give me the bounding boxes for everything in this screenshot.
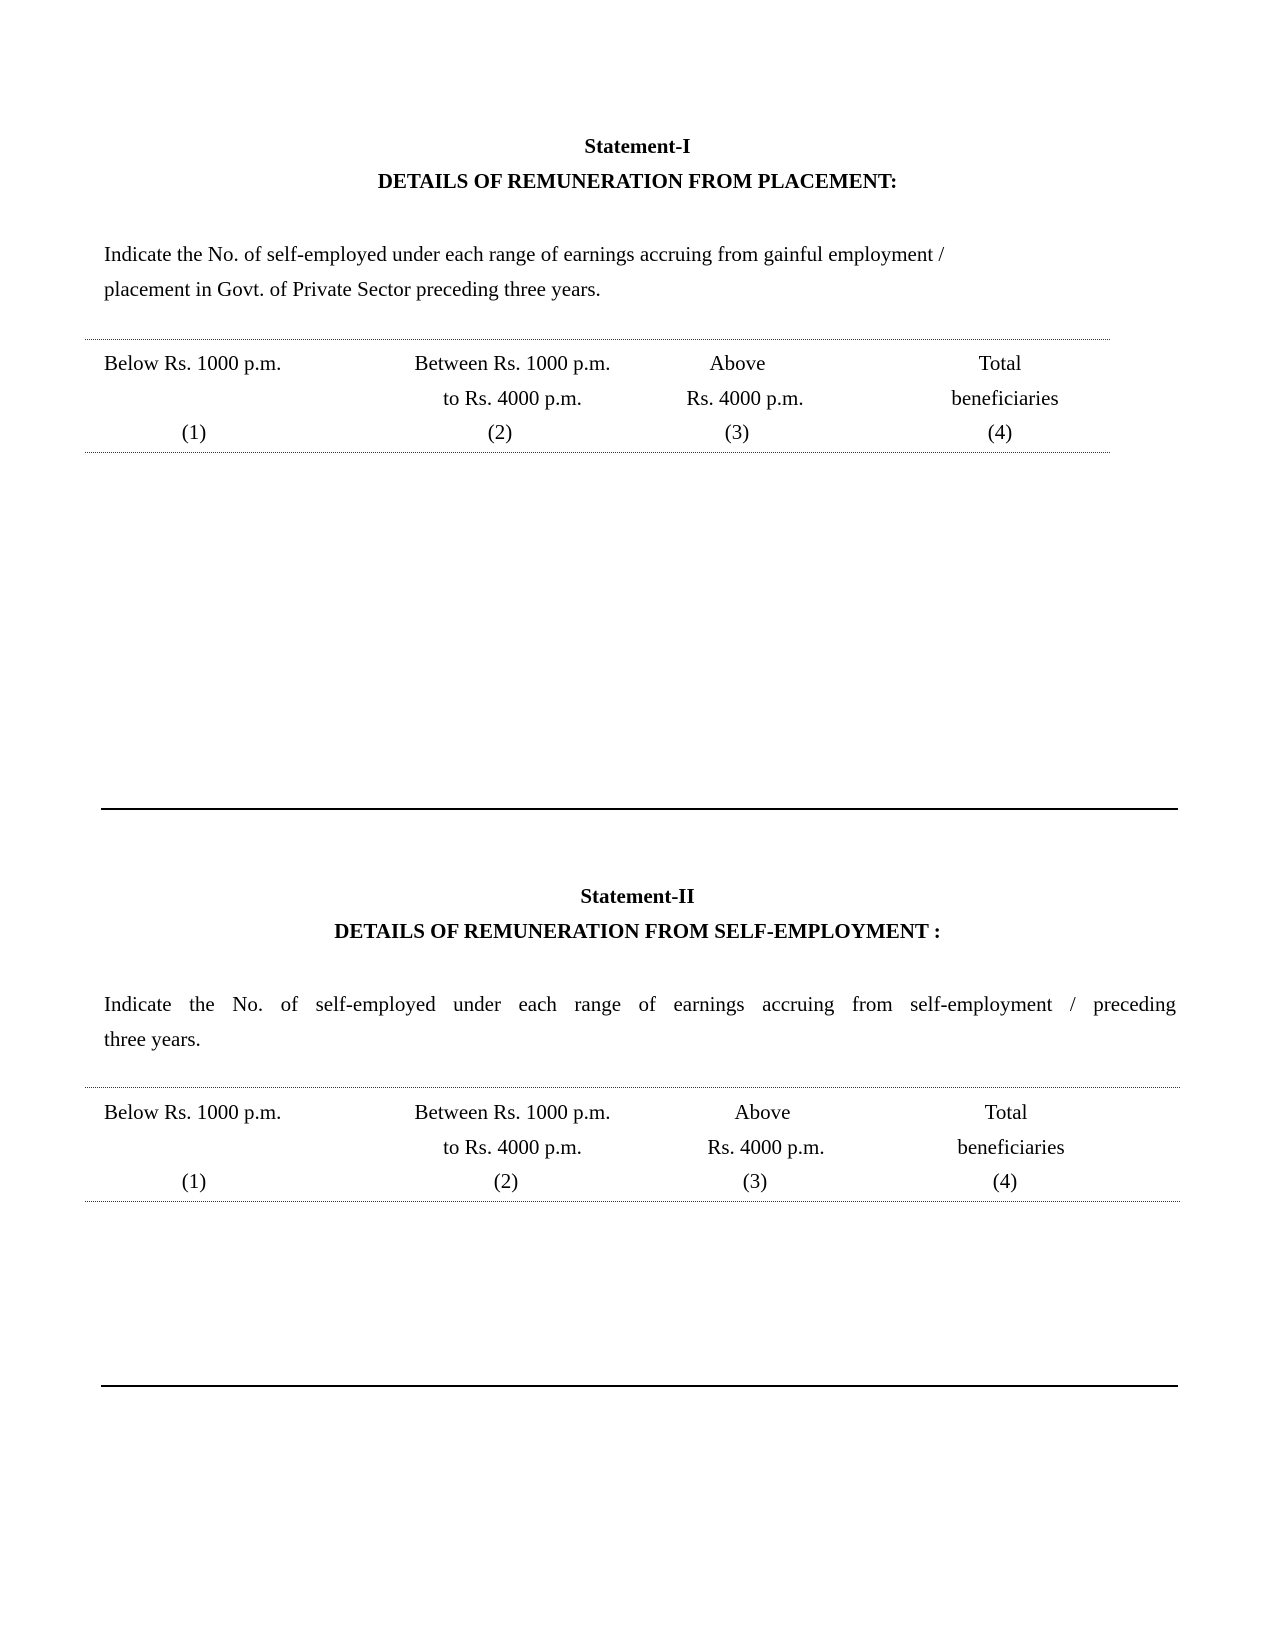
statement-1-instruction-line-1: Indicate the No. of self-employed under each range of earnings accruing from gainful employment / <box>104 242 945 266</box>
statement-2-col-1-number: (1) <box>181 1169 207 1193</box>
statement-2-heading: Statement-II <box>580 884 695 908</box>
statement-1-col-4-label-line-2: beneficiaries <box>951 386 1059 410</box>
statement-2-col-2-label-line-1: Between Rs. 1000 p.m. <box>414 1100 611 1124</box>
statement-2-col-4-label-line-2: beneficiaries <box>957 1135 1065 1159</box>
statement-2-col-4-number: (4) <box>992 1169 1018 1193</box>
statement-1-section-divider <box>101 808 1178 810</box>
statement-1-col-2-label-line-1: Between Rs. 1000 p.m. <box>414 351 611 375</box>
statement-2-col-2-label-line-2: to Rs. 4000 p.m. <box>443 1135 582 1159</box>
statement-1-col-4-label-line-1: Total <box>978 351 1022 375</box>
statement-2-col-3-label-line-1: Above <box>734 1100 791 1124</box>
statement-1-col-1-number: (1) <box>181 420 207 444</box>
statement-1-col-1-label: Below Rs. 1000 p.m. <box>104 351 282 375</box>
statement-1-col-3-label-line-2: Rs. 4000 p.m. <box>686 386 804 410</box>
statement-1-heading: Statement-I <box>584 134 691 158</box>
statement-2-col-1-label: Below Rs. 1000 p.m. <box>104 1100 282 1124</box>
statement-1-title: DETAILS OF REMUNERATION FROM PLACEMENT: <box>377 169 898 193</box>
statement-2-col-2-number: (2) <box>493 1169 519 1193</box>
statement-2-col-3-number: (3) <box>742 1169 768 1193</box>
statement-2-instruction-line-1: Indicate the No. of self-employed under each range of earnings accruing from self-employment / preceding <box>104 992 1176 1016</box>
statement-1-col-3-label-line-1: Above <box>709 351 766 375</box>
statement-1-col-2-label-line-2: to Rs. 4000 p.m. <box>443 386 582 410</box>
statement-2-col-3-label-line-2: Rs. 4000 p.m. <box>707 1135 825 1159</box>
statement-1-col-2-number: (2) <box>487 420 513 444</box>
statement-2-table-top-rule <box>85 1087 1180 1088</box>
statement-1-instruction-line-2: placement in Govt. of Private Sector preceding three years. <box>104 277 601 301</box>
statement-1-table-top-rule <box>85 339 1110 340</box>
statement-1-col-4-number: (4) <box>987 420 1013 444</box>
statement-2-section-divider <box>101 1385 1178 1387</box>
statement-2-table-bottom-rule <box>85 1201 1180 1202</box>
statement-2-col-4-label-line-1: Total <box>984 1100 1028 1124</box>
statement-1-table-bottom-rule <box>85 452 1110 453</box>
statement-2-title: DETAILS OF REMUNERATION FROM SELF-EMPLOYMENT : <box>334 919 941 943</box>
statement-1-col-3-number: (3) <box>724 420 750 444</box>
statement-2-instruction-line-2: three years. <box>104 1027 201 1051</box>
